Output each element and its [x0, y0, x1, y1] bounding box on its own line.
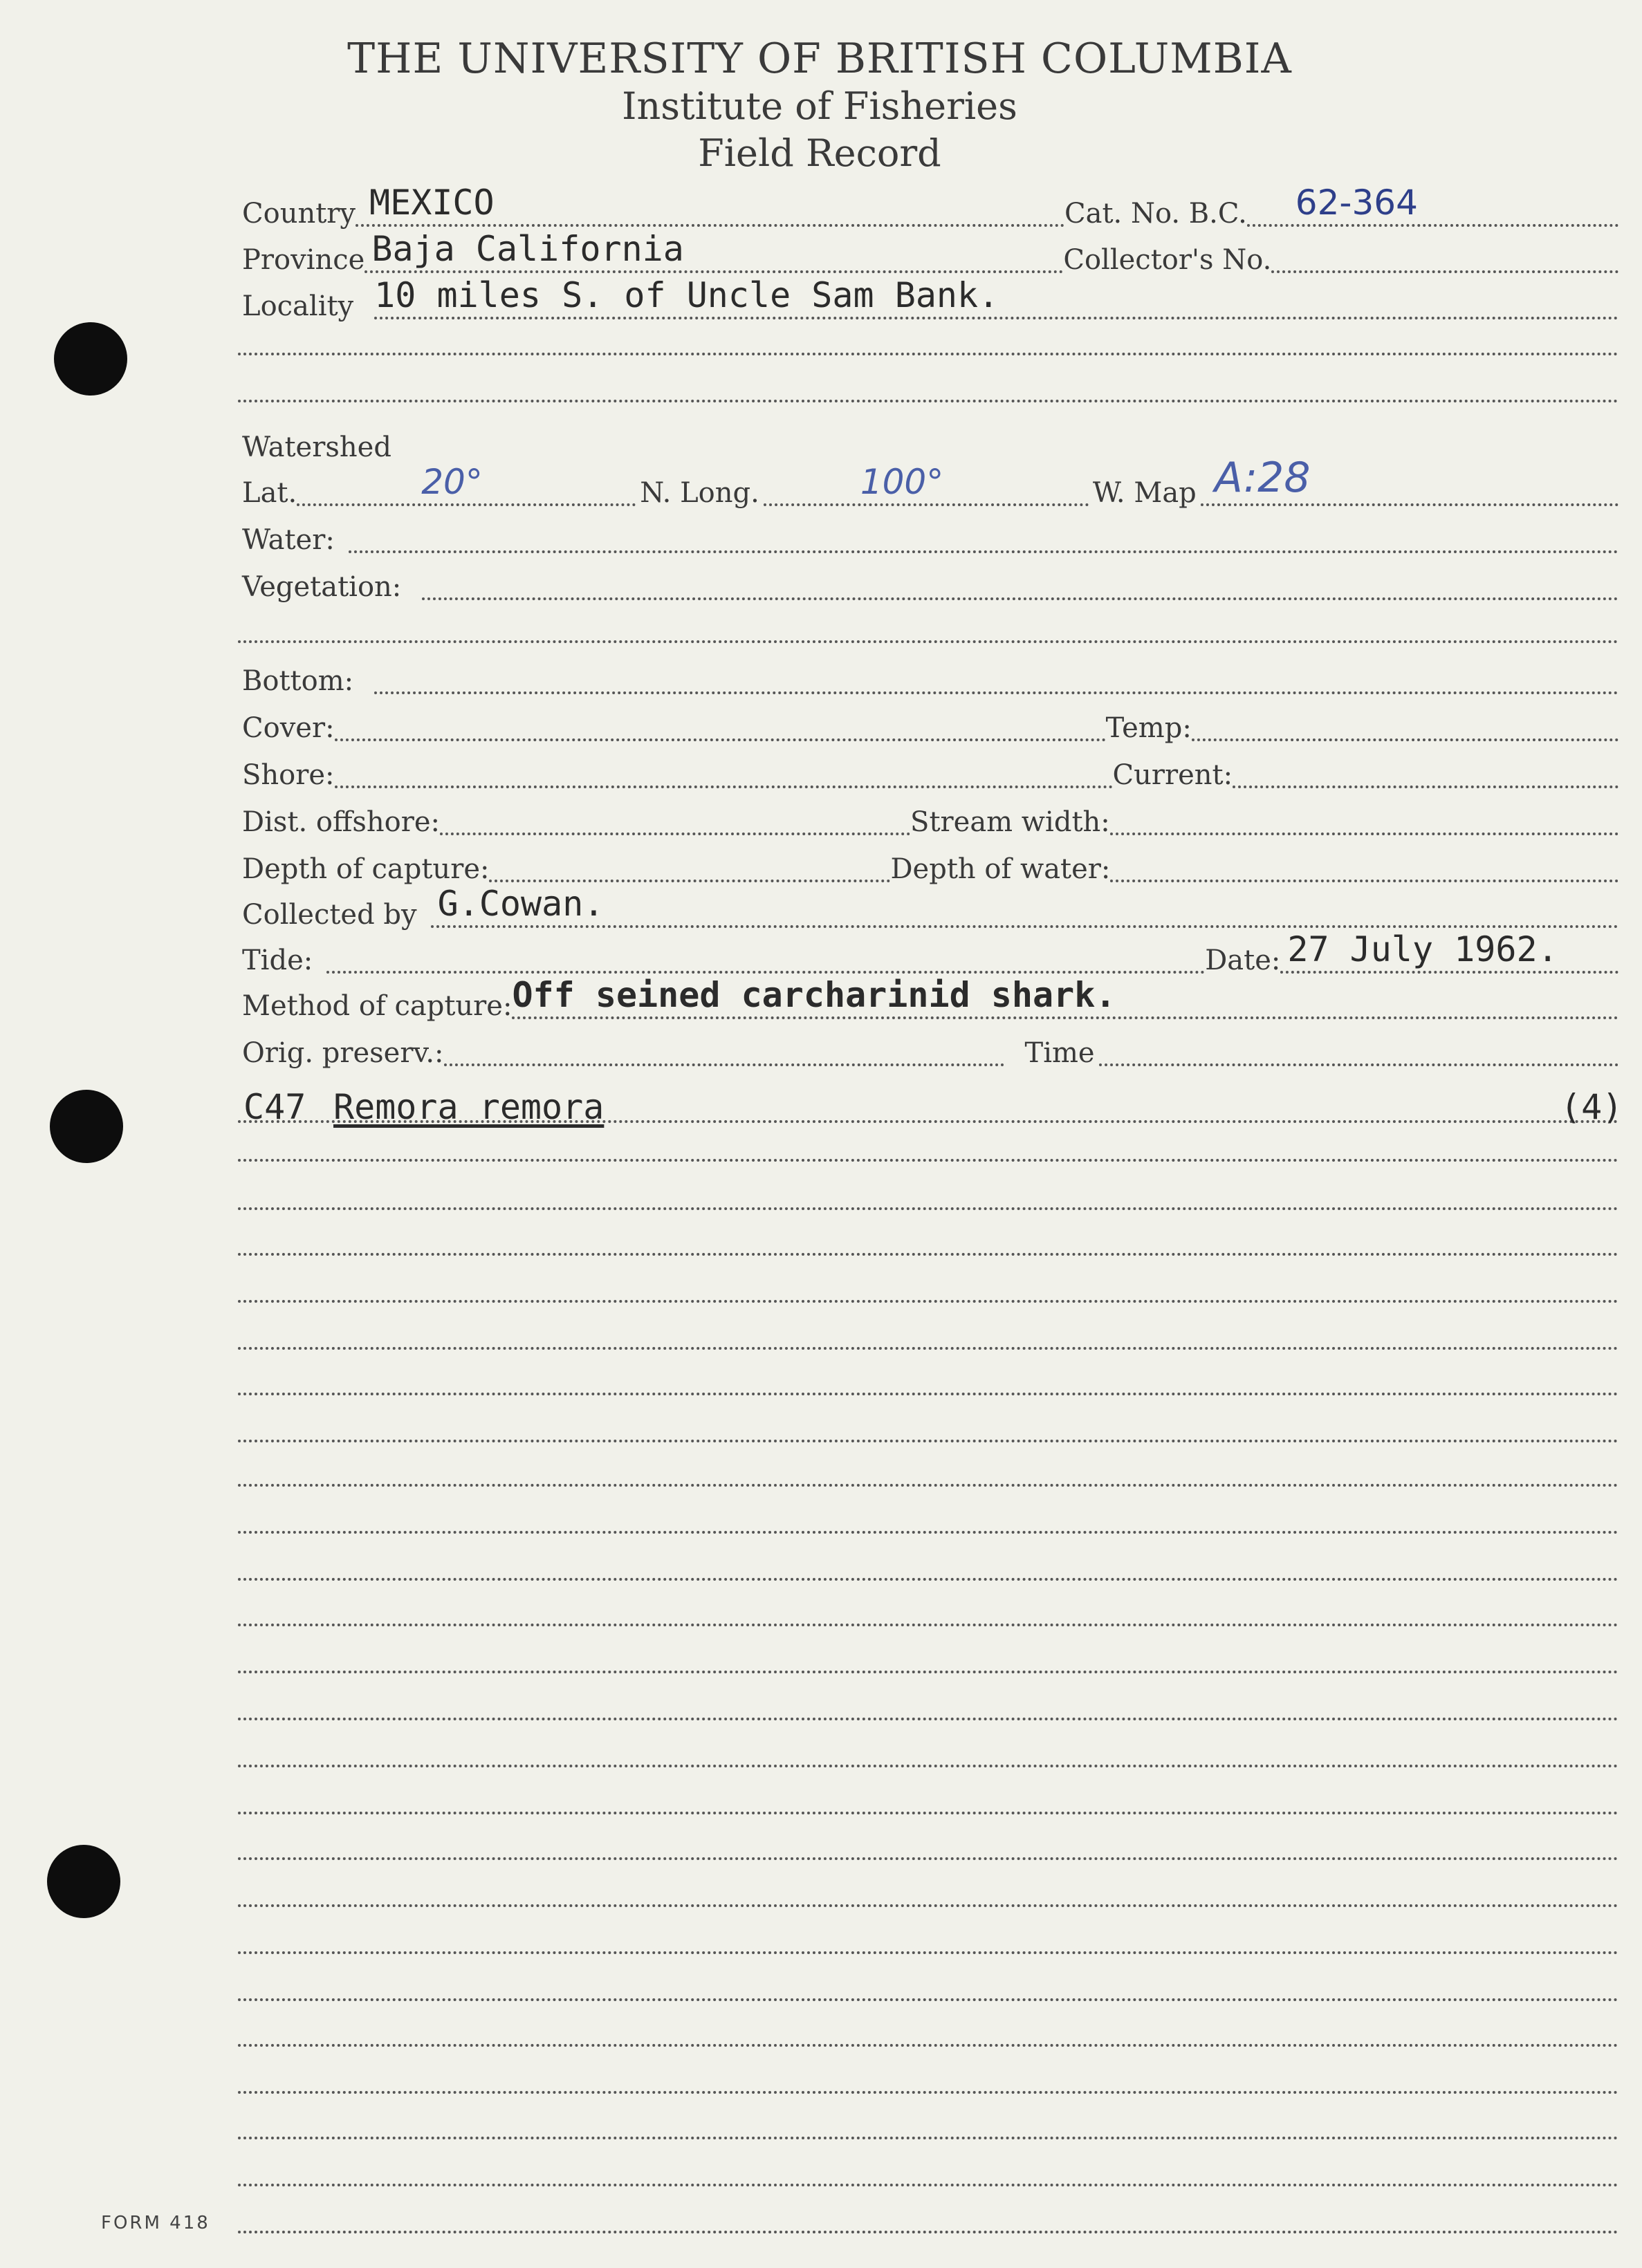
country-row	[242, 183, 1618, 232]
bottom-label: Bottom:	[242, 665, 354, 697]
locality-row	[242, 275, 1618, 325]
tide-field[interactable]	[326, 971, 1205, 974]
blank-line	[238, 1765, 1618, 1767]
blank-line	[238, 1484, 1618, 1487]
tide-label: Tide:	[242, 945, 313, 976]
specimen-count: (4)	[1560, 1087, 1623, 1127]
cat-no-field[interactable]	[1247, 183, 1618, 227]
depth-water-field[interactable]	[1110, 880, 1618, 882]
blank-line	[238, 1531, 1618, 1534]
blank-line	[238, 1207, 1618, 1210]
orig-preserv-field[interactable]	[444, 1063, 1004, 1066]
cover-field[interactable]	[335, 738, 1106, 741]
collected-by-label: Collected by	[242, 899, 417, 931]
bottom-field[interactable]	[374, 691, 1618, 694]
current-label: Current:	[1112, 759, 1233, 791]
blank-line	[238, 1393, 1618, 1395]
vegetation-label: Vegetation:	[242, 571, 402, 603]
locality-label: Locality	[242, 290, 354, 322]
blank-line	[238, 2044, 1618, 2047]
bottom-row	[242, 658, 1618, 700]
locality-value: 10 miles S. of Uncle Sam Bank.	[374, 275, 999, 315]
collectors-no-field[interactable]	[1271, 270, 1618, 273]
temp-label: Temp:	[1105, 712, 1192, 744]
shore-row	[242, 752, 1618, 794]
blank-line	[238, 1624, 1618, 1626]
province-field[interactable]	[365, 229, 1063, 273]
lat-label: Lat.	[242, 477, 297, 509]
blank-line	[238, 353, 1618, 355]
blank-line	[238, 1300, 1618, 1303]
coordinates-row	[242, 454, 1618, 512]
blank-line	[238, 1951, 1618, 1954]
tide-row	[242, 929, 1618, 979]
w-map-label: W. Map	[1092, 477, 1197, 509]
blank-line	[238, 1998, 1618, 2001]
blank-line	[238, 1857, 1618, 1860]
institution-title: THE UNIVERSITY OF BRITISH COLUMBIA	[347, 35, 1292, 83]
blank-line	[238, 1440, 1618, 1442]
specimen-name: Remora remora	[333, 1087, 605, 1127]
temp-field[interactable]	[1192, 738, 1618, 741]
cover-row	[242, 705, 1618, 747]
cover-label: Cover:	[242, 712, 335, 744]
depth-capture-field[interactable]	[489, 880, 890, 882]
n-long-label: N. Long.	[640, 477, 759, 509]
blank-line	[238, 640, 1618, 643]
long-value: 100°	[860, 462, 944, 502]
punch-hole	[50, 1090, 123, 1163]
blank-line	[238, 1253, 1618, 1256]
blank-line	[238, 1812, 1618, 1814]
map-field[interactable]	[1201, 454, 1618, 506]
dist-offshore-field[interactable]	[440, 833, 910, 835]
method-value: Off seined carcharinid shark.	[512, 975, 1116, 1015]
depth-capture-label: Depth of capture:	[242, 853, 490, 885]
long-field[interactable]	[764, 462, 1089, 506]
date-field[interactable]	[1280, 929, 1618, 974]
watershed-field[interactable]	[391, 458, 1618, 461]
country-value: MEXICO	[369, 183, 495, 223]
water-field[interactable]	[349, 550, 1618, 553]
blank-line	[238, 2137, 1618, 2139]
punch-hole	[54, 322, 127, 396]
method-label: Method of capture:	[242, 990, 513, 1022]
page-title: Field Record	[698, 131, 941, 175]
province-label: Province	[242, 244, 365, 276]
depth-row	[242, 846, 1618, 888]
date-label: Date:	[1205, 945, 1281, 976]
water-label: Water:	[242, 524, 335, 556]
blank-line	[238, 2231, 1618, 2233]
stream-width-label: Stream width:	[910, 806, 1110, 838]
method-field[interactable]	[512, 975, 1618, 1019]
stream-width-field[interactable]	[1110, 833, 1618, 835]
blank-line	[238, 2184, 1618, 2186]
country-field[interactable]	[356, 183, 1064, 227]
current-field[interactable]	[1233, 786, 1618, 788]
lat-value: 20°	[421, 462, 483, 502]
lat-field[interactable]	[297, 462, 636, 506]
method-row	[242, 975, 1618, 1025]
collectors-no-label: Collector's No.	[1063, 244, 1272, 276]
cat-no-label: Cat. No. B.C.	[1064, 198, 1247, 230]
map-value: A:28	[1214, 454, 1311, 502]
water-row	[242, 517, 1618, 559]
blank-line	[238, 1671, 1618, 1673]
shore-label: Shore:	[242, 759, 335, 791]
watershed-row	[242, 425, 1618, 466]
vegetation-row	[242, 564, 1618, 606]
depth-water-label: Depth of water:	[890, 853, 1111, 885]
collected-by-row	[242, 884, 1618, 933]
locality-field[interactable]	[374, 275, 1618, 319]
form-number: FORM 418	[101, 2213, 210, 2233]
province-value: Baja California	[371, 229, 684, 269]
cat-no-value: 62-364	[1295, 183, 1418, 223]
blank-line	[238, 1904, 1618, 1907]
specimen-code: C47	[243, 1087, 306, 1127]
blank-line	[238, 2091, 1618, 2094]
blank-line	[238, 1159, 1618, 1162]
collected-by-value: G.Cowan.	[437, 884, 605, 924]
time-label: Time	[1024, 1037, 1095, 1069]
punch-hole	[47, 1845, 120, 1918]
time-field[interactable]	[1099, 1063, 1618, 1066]
blank-line	[238, 1347, 1618, 1350]
department-title: Institute of Fisheries	[622, 84, 1017, 128]
province-row	[242, 229, 1618, 279]
shore-field[interactable]	[335, 786, 1113, 788]
date-value: 27 July 1962.	[1287, 929, 1558, 969]
country-label: Country	[242, 198, 356, 230]
blank-line	[238, 1578, 1618, 1581]
watershed-label: Watershed	[242, 431, 391, 463]
orig-preserv-row	[242, 1030, 1618, 1072]
blank-line	[238, 400, 1618, 402]
dist-offshore-row	[242, 799, 1618, 841]
blank-line	[238, 1718, 1618, 1720]
vegetation-field[interactable]	[422, 597, 1618, 600]
collected-by-field[interactable]	[431, 884, 1618, 928]
orig-preserv-label: Orig. preserv.:	[242, 1037, 444, 1069]
dist-offshore-label: Dist. offshore:	[242, 806, 441, 838]
